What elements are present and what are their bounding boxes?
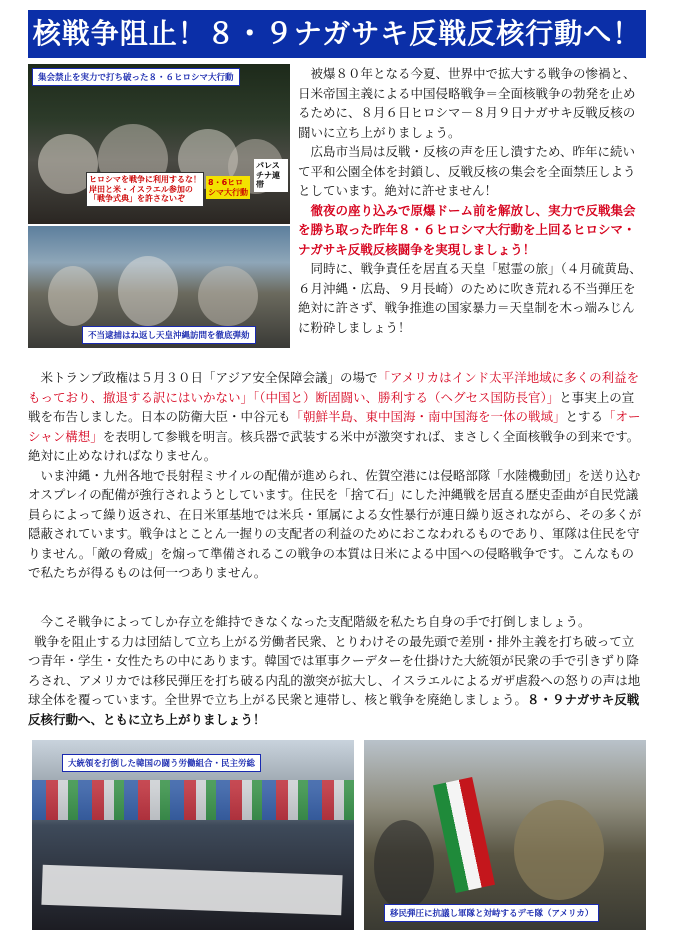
photo-okinawa-protest <box>28 226 290 348</box>
body-paragraph: 今こそ戦争によってしか存立を維持できなくなった支配階級を私たち自身の手で打倒しましょう。 <box>40 614 591 629</box>
text-run: 米トランプ政権は５月３０日「アジア安全保障会議」の場で <box>40 370 378 385</box>
protest-sign: パレスチナ連帯 <box>254 159 288 192</box>
intro-paragraph: 被爆８０年となる今夏、世界中で拡大する戦争の惨禍と、日米帝国主義による中国侵略戦争＝全面核戦争の勃発を止めるために、８月６日ヒロシマ－８月９日ナガサキ反戦反核の闘いに立ち上がりましょう。 <box>298 66 636 140</box>
intro-paragraph: 広島市当局は反戦・反核の声を圧し潰すため、昨年に続いて平和公園全体を封鎖し、反戦反核の集会を全面禁圧しようとしています。絶対に許せません！ <box>298 144 636 198</box>
photo-caption: 不当逮捕はね返し天皇沖縄訪問を徹底弾劾 <box>82 326 256 344</box>
text-run: とする <box>565 409 604 424</box>
photo-hiroshima-rally <box>28 64 290 224</box>
photo-caption: 集会禁止を実力で打ち破った８・６ヒロシマ大行動 <box>32 68 240 86</box>
closing-call: ８・９ナガサキ反戦反核行動へ、ともに立ち上がりましょう！ <box>28 692 640 727</box>
quote-highlight: 「朝鮮半島、東中国海・南中国海を一体の戦域」 <box>290 409 566 424</box>
intro-paragraph: 同時に、戦争責任を居直る天皇「慰霊の旅」（４月硫黄島、６月沖縄・広島、９月長崎）のために吹き荒れる不当弾圧を絶対に許さず、戦争推進の国家暴力＝天皇制を木っ端みじんに粉砕しましょう！ <box>298 261 642 335</box>
quote-highlight: 「アメリカはインド太平洋地域に多くの利益をもっており、撤退する訳にはいかない」「（中国と）断固闘い、勝利する（ヘグセス国防長官）」 <box>28 370 640 405</box>
body-paragraph <box>28 632 646 730</box>
quote-highlight: 「オーシャン構想」 <box>28 409 641 444</box>
photo-caption: 大統領を打倒した韓国の闘う労働組合・民主労総 <box>62 754 261 772</box>
page-title: 核戦争阻止！８・９ナガサキ反戦反核行動へ！ <box>28 10 646 58</box>
body-paragraph <box>28 368 646 466</box>
text-run: を表明して参戦を明言。核兵器で武装する米中が激突すれば、まさしく全面核戦争の到来です。絶対に止めなければなりません。 <box>28 428 640 463</box>
protest-sign: ヒロシマを戦争に利用するな！岸田と米・イスラエル参加の「戦争式典」を許さないぞ <box>86 172 204 207</box>
photo-korea-union <box>32 740 354 930</box>
photo-us-protest <box>364 740 646 930</box>
intro-callout: 徹夜の座り込みで原爆ドーム前を解放し、実力で反戦集会を勝ち取った昨年８・６ヒロシマ大行動を上回るヒロシマ・ナガサキ反戦反核闘争を実現しましょう！ <box>298 202 636 257</box>
photo-caption: 移民弾圧に抗議し軍隊と対峙するデモ隊（アメリカ） <box>384 904 599 922</box>
text-run: 戦争を阻止する力は団結して立ち上がる労働者民衆、とりわけその最先頭で差別・排外主義を打ち破って立つ青年・学生・女性たちの中にあります。韓国では軍事クーデターを仕掛けた大統領が民衆の手で引きずり降ろされ、アメリカでは移民弾圧を打ち破る内乱的激突が拡大し、イスラエルによるガザ虐殺への怒りの声は地球全体を覆っています。全世界で立ち上がる民衆と連帯し、核と戦争を廃絶しましょう。 <box>28 633 641 707</box>
text-run: と事実上の宣戦を布告しました。日本の防衛大臣・中谷元も <box>28 389 635 424</box>
protest-sign: 8・6ヒロシマ大行動 <box>206 176 250 199</box>
body-paragraph: いま沖縄・九州各地で長射程ミサイルの配備が進められ、佐賀空港には侵略部隊「水陸機動団」を送り込むオスプレイの配備が強行されようとしています。住民を「捨て石」にした沖縄戦を居直る歴史歪曲が自民党議員らによって繰り返され、在日米軍基地では米兵・軍属による女性暴行が連日繰り返されながら、その多くが隠蔽されています。戦争はとことん一握りの支配者の利益のためにおこなわれるものであり、軍隊は住民を守りません。「敵の脅威」を煽って準備されるこの戦争の本質は日米による中国への侵略戦争です。こんなもので私たちが得るものは何一つありません。 <box>28 467 642 580</box>
